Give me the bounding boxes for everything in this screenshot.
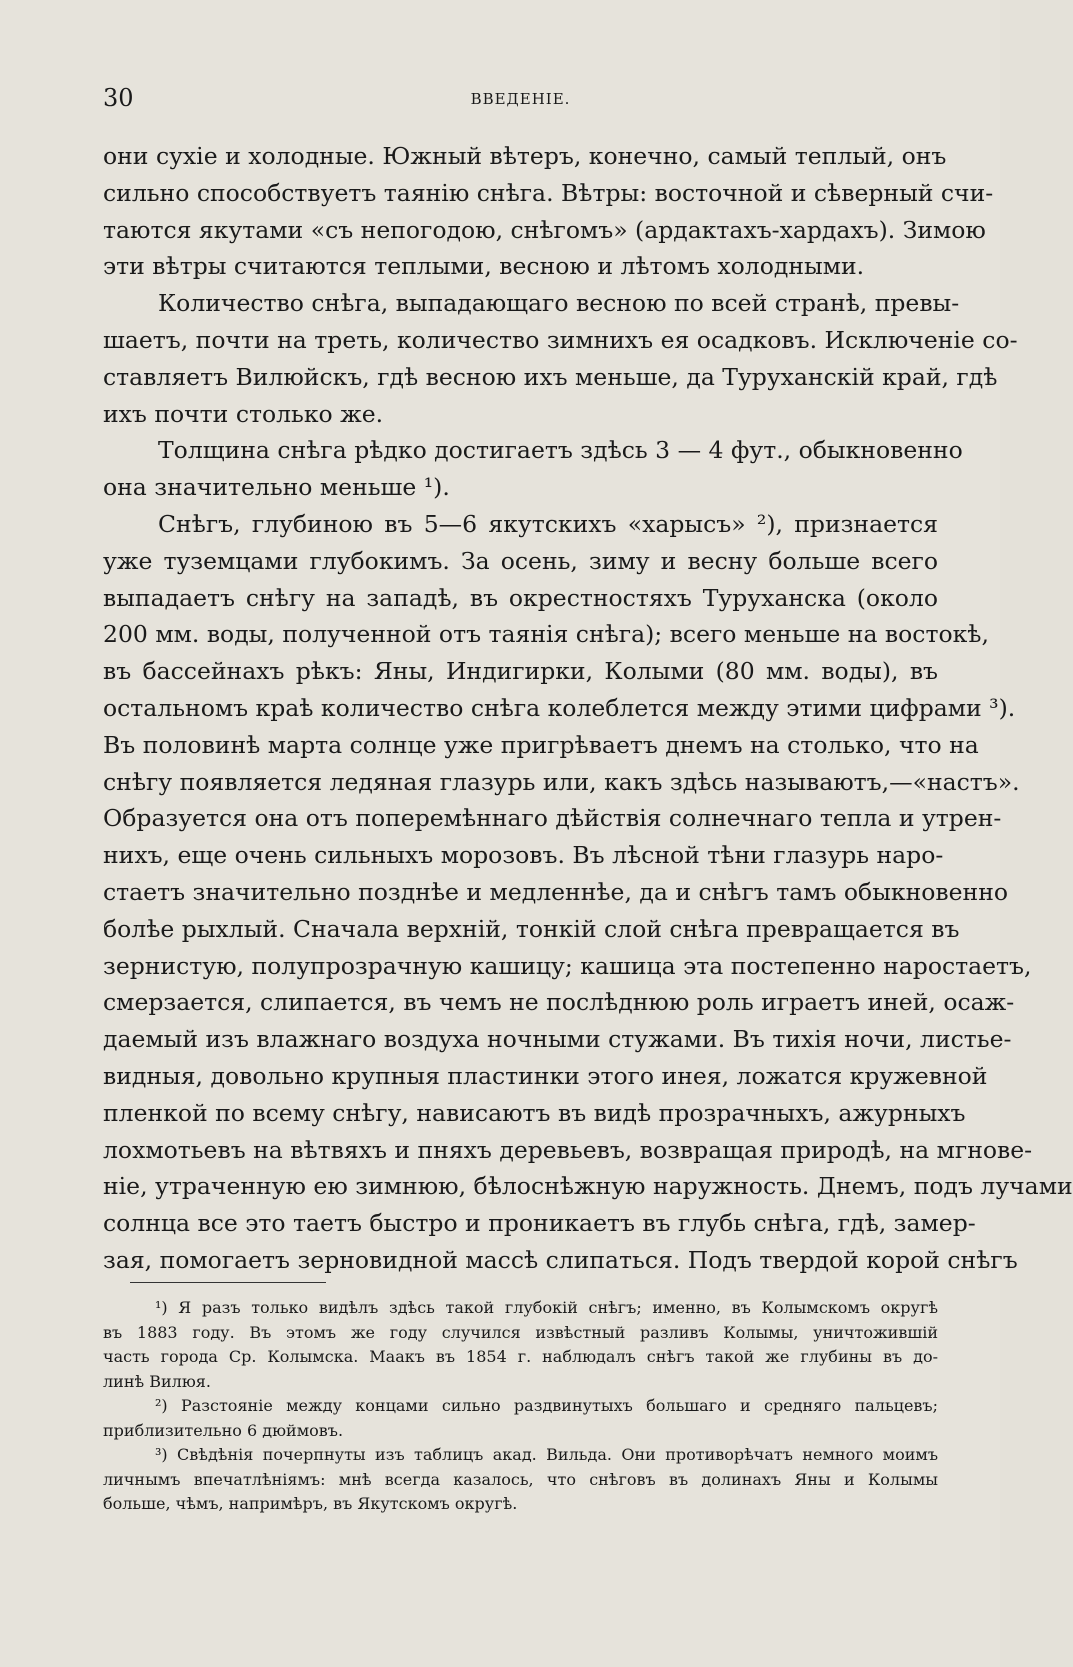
text-line: остальномъ краѣ количество снѣга колеблется между этими цифрами ³). <box>103 693 1016 722</box>
text-line: они сухіе и холодные. Южный вѣтеръ, конечно, самый теплый, онъ <box>103 142 947 170</box>
page-number: 30 <box>103 84 134 112</box>
text-line: зернистую, полупрозрачную кашицу; кашица эта постепенно наростаетъ, <box>103 951 1032 980</box>
text-line: она значительно меньше ¹). <box>103 473 450 502</box>
text-line: снѣгу появляется ледяная глазурь или, какъ здѣсь называютъ,—«настъ». <box>103 767 1020 796</box>
text-line: даемый изъ влажнаго воздуха ночными стужами. Въ тихія ночи, листье- <box>103 1025 1012 1054</box>
footnote-line: личнымъ впечатлѣніямъ: мнѣ всегда казалось, что снѣговъ въ долинахъ Яны и Колымы <box>103 1469 938 1489</box>
text-line: таются якутами «съ непогодою, снѣгомъ» (ардактахъ-хардахъ). Зимою <box>103 215 986 244</box>
section-title: ВВЕДЕНІЕ. <box>470 90 571 108</box>
text-line: солнца все это таетъ быстро и проникаетъ въ глубь снѣга, гдѣ, замер- <box>103 1209 976 1238</box>
text-line: въ бассейнахъ рѣкъ: Яны, Индигирки, Колыми (80 мм. воды), въ <box>103 657 938 686</box>
text-line: ніе, утраченную ею зимнюю, бѣлоснѣжную наружность. Днемъ, подъ лучами <box>103 1172 1073 1201</box>
footnotes <box>103 1296 938 1517</box>
text-line: смерзается, слипается, въ чемъ не послѣднюю роль играетъ иней, осаж- <box>103 988 1015 1017</box>
text-line: пленкой по всему снѣгу, нависаютъ въ видѣ прозрачныхъ, ажурныхъ <box>103 1098 966 1127</box>
text-line: Въ половинѣ марта солнце уже пригрѣваетъ днемъ на столько, что на <box>103 730 979 759</box>
footnote-separator <box>130 1282 326 1283</box>
text-line: видныя, довольно крупныя пластинки этого инея, ложатся кружевной <box>103 1061 988 1090</box>
footnote-line: ¹) Я разъ только видѣлъ здѣсь такой глубокій снѣгъ; именно, въ Колымскомъ округѣ <box>155 1298 938 1317</box>
footnote-line: въ 1883 году. Въ этомъ же году случился извѣстный разливъ Колымы, уничтожившій <box>103 1322 938 1342</box>
text-line: 200 мм. воды, полученной отъ таянія снѣга); всего меньше на востокѣ, <box>103 620 989 649</box>
footnote-line: ²) Разстояніе между концами сильно раздвинутыхъ большаго и средняго пальцевъ; <box>155 1396 938 1415</box>
text-line: эти вѣтры считаются теплыми, весною и лѣтомъ холодными. <box>103 252 865 281</box>
text-line: нихъ, еще очень сильныхъ морозовъ. Въ лѣсной тѣни глазурь наро- <box>103 841 944 870</box>
running-head <box>103 84 938 114</box>
footnote-line: часть города Ср. Колымска. Маакъ въ 1854 г. наблюдалъ снѣгъ такой же глубины въ до- <box>103 1347 938 1366</box>
body-text <box>103 138 1073 1279</box>
footnote-line: больше, чѣмъ, напримѣръ, въ Якутскомъ округѣ. <box>103 1494 518 1513</box>
text-line: Количество снѣга, выпадающаго весною по всей странѣ, превы- <box>158 289 960 318</box>
text-line: Образуется она отъ поперемѣннаго дѣйствія солнечнаго тепла и утрен- <box>103 804 1002 833</box>
footnote-line: линѣ Вилюя. <box>103 1371 211 1391</box>
text-line: сильно способствуетъ таянію снѣга. Вѣтры: восточной и сѣверный счи- <box>103 178 994 207</box>
text-line: шаетъ, почти на треть, количество зимнихъ ея осадковъ. Исключеніе со- <box>103 325 1018 354</box>
text-line: лохмотьевъ на вѣтвяхъ и пняхъ деревьевъ, возвращая природѣ, на мгнове- <box>103 1135 1033 1164</box>
text-line: уже туземцами глубокимъ. За осень, зиму и весну больше всего <box>103 546 938 575</box>
footnote-line: ³) Свѣдѣнія почерпнуты изъ таблицъ акад. Вильда. Они противорѣчатъ немного моимъ <box>155 1445 938 1464</box>
text-line: выпадаетъ снѣгу на западѣ, въ окрестностяхъ Туруханска (около <box>103 583 938 612</box>
text-line: Толщина снѣга рѣдко достигаетъ здѣсь 3 — 4 фут., обыкновенно <box>158 436 963 465</box>
text-line: ставляетъ Вилюйскъ, гдѣ весною ихъ меньше, да Туруханскій край, гдѣ <box>103 362 998 391</box>
text-line: зая, помогаетъ зерновидной массѣ слипаться. Подъ твердой корой снѣгъ <box>103 1245 1018 1274</box>
text-line: болѣе рыхлый. Сначала верхній, тонкій слой снѣга превращается въ <box>103 914 960 943</box>
text-line: Снѣгъ, глубиною въ 5—6 якутскихъ «харысъ» ²), признается <box>158 509 938 538</box>
text-line: ихъ почти столько же. <box>103 399 384 428</box>
footnote-line: приблизительно 6 дюймовъ. <box>103 1420 344 1440</box>
text-line: стаетъ значительно позднѣе и медленнѣе, да и снѣгъ тамъ обыкновенно <box>103 877 1009 906</box>
